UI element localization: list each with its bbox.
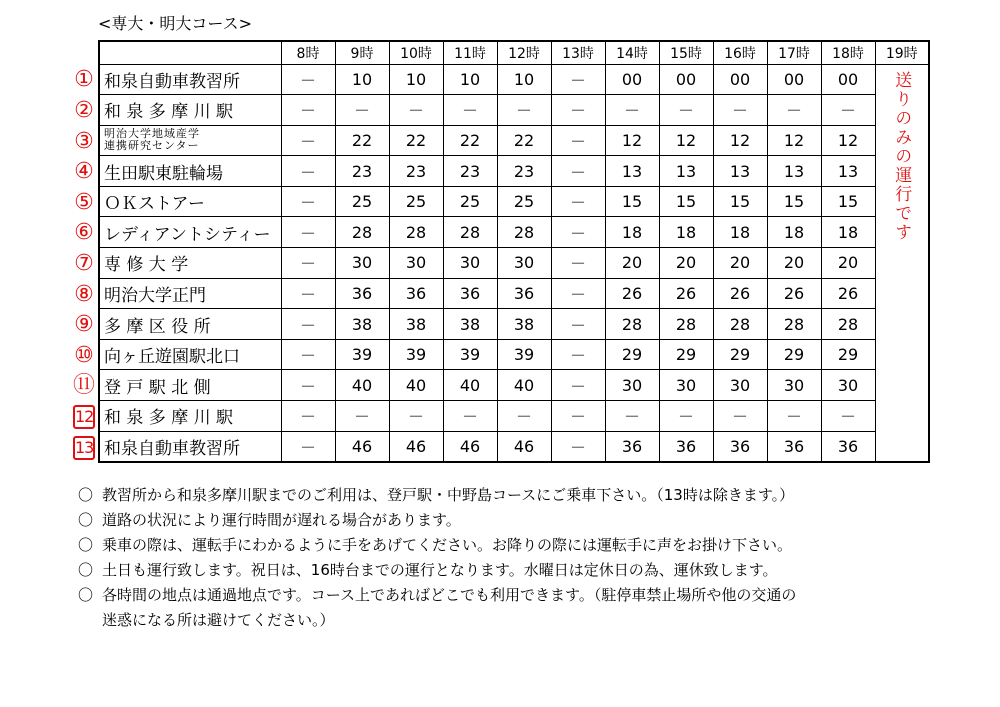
stop-name: 生田駅東駐輪場 [104, 163, 223, 184]
time-cell: － [605, 401, 659, 432]
time-cell: 13 [659, 156, 713, 187]
time-cell: 23 [335, 156, 389, 187]
time-cell: 46 [389, 431, 443, 462]
time-cell: 30 [389, 248, 443, 279]
time-cell: 20 [713, 248, 767, 279]
table-row [99, 125, 929, 156]
circle-bullet-icon: 〇 [78, 561, 94, 579]
circle-bullet-icon: 〇 [78, 536, 94, 554]
course-title: <専大・明大コース> [98, 14, 253, 33]
time-cell: 30 [767, 370, 821, 401]
timetable [98, 40, 930, 463]
stop-name: 専 修 大 学 [104, 255, 189, 276]
time-cell: － [551, 248, 605, 279]
circle-bullet-icon: 〇 [78, 486, 94, 504]
stop-number: ⑦ [74, 250, 94, 276]
time-cell: 25 [497, 186, 551, 217]
time-cell: － [389, 401, 443, 432]
stop-name: ＯＫストアー [104, 194, 205, 215]
time-cell: 28 [605, 309, 659, 340]
stop-name-cell [99, 339, 281, 370]
time-cell: 20 [659, 248, 713, 279]
time-cell: － [497, 401, 551, 432]
time-cell: 10 [389, 64, 443, 95]
time-cell: 40 [335, 370, 389, 401]
time-cell: 28 [659, 309, 713, 340]
time-cell: 10 [335, 64, 389, 95]
time-cell: 40 [443, 370, 497, 401]
stop-name-cell [99, 186, 281, 217]
time-cell: － [551, 278, 605, 309]
time-cell: 15 [767, 186, 821, 217]
time-cell: 29 [767, 339, 821, 370]
time-cell: 39 [443, 339, 497, 370]
note-item [78, 608, 978, 633]
time-cell: 23 [497, 156, 551, 187]
stop-name: レディアントシティー [104, 224, 271, 245]
time-cell: － [551, 431, 605, 462]
stop-name: 多 摩 区 役 所 [104, 316, 211, 337]
time-cell: 18 [821, 217, 875, 248]
time-cell: 29 [713, 339, 767, 370]
hour-header: 9時 [335, 41, 389, 64]
time-cell: 18 [767, 217, 821, 248]
time-cell: － [551, 217, 605, 248]
time-cell: 36 [389, 278, 443, 309]
time-cell: 26 [605, 278, 659, 309]
table-row [99, 248, 929, 279]
time-cell: 00 [713, 64, 767, 95]
time-cell: 28 [443, 217, 497, 248]
table-row [99, 64, 929, 95]
time-cell: － [281, 309, 335, 340]
hour-header: 18時 [821, 41, 875, 64]
hour-header: 10時 [389, 41, 443, 64]
note-item [78, 533, 978, 558]
time-cell: － [281, 125, 335, 156]
hour-header: 13時 [551, 41, 605, 64]
hour-header: 8時 [281, 41, 335, 64]
time-cell: 39 [335, 339, 389, 370]
stop-name-cell [99, 309, 281, 340]
time-cell: － [551, 186, 605, 217]
table-row [99, 431, 929, 462]
time-cell: 36 [605, 431, 659, 462]
time-cell: 22 [335, 125, 389, 156]
time-cell: 00 [767, 64, 821, 95]
time-cell: － [281, 401, 335, 432]
stop-name-line2: 連携研究センター [104, 139, 200, 153]
time-cell: － [551, 64, 605, 95]
time-cell: 36 [821, 431, 875, 462]
hour-header: 15時 [659, 41, 713, 64]
table-row [99, 95, 929, 126]
table-row [99, 217, 929, 248]
note-text: 乗車の際は、運転手にわかるように手をあげてください。お降りの際には運転手に声をお掛け下さい。 [102, 536, 793, 554]
note-item [78, 483, 978, 508]
time-cell: 15 [605, 186, 659, 217]
stop-name-cell [99, 431, 281, 462]
time-cell: 12 [767, 125, 821, 156]
time-cell: 13 [605, 156, 659, 187]
time-cell: － [281, 370, 335, 401]
stop-name-cell [99, 370, 281, 401]
notes-list [78, 483, 978, 633]
time-cell: － [713, 95, 767, 126]
time-cell: 26 [659, 278, 713, 309]
stop-number: ⑧ [74, 281, 94, 307]
time-cell: 28 [335, 217, 389, 248]
time-cell: 00 [605, 64, 659, 95]
corner-cell [99, 41, 281, 64]
stop-name: 向ヶ丘遊園駅北口 [104, 347, 240, 368]
time-cell: 46 [443, 431, 497, 462]
time-cell: － [551, 339, 605, 370]
time-cell: － [821, 95, 875, 126]
time-cell: 12 [713, 125, 767, 156]
stop-name: 和泉自動車教習所 [104, 438, 240, 459]
time-cell: 38 [389, 309, 443, 340]
time-cell: 39 [497, 339, 551, 370]
time-cell: － [767, 95, 821, 126]
time-cell: 10 [497, 64, 551, 95]
time-cell: 26 [821, 278, 875, 309]
time-cell: － [659, 401, 713, 432]
time-cell: 25 [443, 186, 497, 217]
time-cell: 23 [443, 156, 497, 187]
note-text: 道路の状況により運行時間が遅れる場合があります。 [102, 511, 461, 529]
circle-bullet-icon: 〇 [78, 511, 94, 529]
note-item [78, 583, 978, 608]
time-cell: － [497, 95, 551, 126]
header-row [99, 41, 929, 64]
time-cell: － [281, 248, 335, 279]
time-cell: 00 [821, 64, 875, 95]
time-cell: 12 [605, 125, 659, 156]
table-row [99, 401, 929, 432]
stop-name-cell [99, 278, 281, 309]
time-cell: 25 [335, 186, 389, 217]
time-cell: 18 [713, 217, 767, 248]
time-cell: 22 [389, 125, 443, 156]
time-cell: 28 [497, 217, 551, 248]
time-cell: 29 [605, 339, 659, 370]
stop-number: ⑪ [72, 373, 95, 399]
time-cell: － [713, 401, 767, 432]
time-cell: － [551, 156, 605, 187]
note-item [78, 558, 978, 583]
time-cell: 23 [389, 156, 443, 187]
time-cell: 38 [443, 309, 497, 340]
time-cell: 39 [389, 339, 443, 370]
time-cell: 36 [713, 431, 767, 462]
note-text: 土日も運行致します。祝日は、16時台までの運行となります。水曜日は定休日の為、運休致します。 [102, 561, 778, 579]
time-cell: 15 [659, 186, 713, 217]
table-row [99, 156, 929, 187]
time-cell: － [281, 95, 335, 126]
time-cell: 28 [767, 309, 821, 340]
stop-number: 12 [73, 405, 95, 429]
time-cell: 36 [767, 431, 821, 462]
time-cell: 18 [659, 217, 713, 248]
time-cell: 22 [497, 125, 551, 156]
time-cell: 38 [497, 309, 551, 340]
time-cell: 28 [389, 217, 443, 248]
stop-name-cell [99, 125, 281, 156]
stop-name-cell [99, 156, 281, 187]
time-cell: － [659, 95, 713, 126]
time-cell: 13 [767, 156, 821, 187]
time-cell: 30 [821, 370, 875, 401]
table-row [99, 309, 929, 340]
time-cell: 13 [821, 156, 875, 187]
time-cell: － [389, 95, 443, 126]
time-cell: 36 [659, 431, 713, 462]
stop-name: 和 泉 多 摩 川 駅 [104, 102, 234, 123]
time-cell: 10 [443, 64, 497, 95]
note-text: 教習所から和泉多摩川駅までのご利用は、登戸駅・中野島コースにご乗車下さい。（13時は除きます。） [102, 486, 795, 504]
time-cell: － [281, 217, 335, 248]
note-item [78, 508, 978, 533]
time-cell: 30 [497, 248, 551, 279]
stop-number: ⑤ [74, 189, 94, 215]
time-cell: 26 [713, 278, 767, 309]
time-cell: 30 [605, 370, 659, 401]
stop-name: 和 泉 多 摩 川 駅 [104, 408, 234, 429]
stop-number: ③ [74, 128, 94, 154]
hour-header: 11時 [443, 41, 497, 64]
stop-number: ④ [74, 159, 94, 185]
time-cell: － [551, 370, 605, 401]
time-cell: － [281, 156, 335, 187]
time-cell: － [551, 95, 605, 126]
hour-header: 14時 [605, 41, 659, 64]
stop-name: 明治大学正門 [104, 285, 206, 306]
time-cell: － [281, 64, 335, 95]
time-cell: － [335, 401, 389, 432]
stop-name-cell [99, 248, 281, 279]
hour-header: 17時 [767, 41, 821, 64]
stop-number: 13 [73, 436, 95, 460]
hour-19-note-cell [875, 64, 929, 462]
time-cell: － [281, 186, 335, 217]
time-cell: － [821, 401, 875, 432]
drop-off-only-note: 送りのみの運行です [891, 70, 912, 242]
time-cell: 18 [605, 217, 659, 248]
time-cell: 29 [821, 339, 875, 370]
time-cell: 12 [821, 125, 875, 156]
stop-name: 和泉自動車教習所 [104, 71, 240, 92]
time-cell: － [281, 278, 335, 309]
time-cell: 00 [659, 64, 713, 95]
stop-number: ⑥ [74, 220, 94, 246]
time-cell: － [551, 125, 605, 156]
time-cell: 13 [713, 156, 767, 187]
time-cell: － [605, 95, 659, 126]
time-cell: 36 [443, 278, 497, 309]
stop-name: 登 戸 駅 北 側 [104, 377, 211, 398]
time-cell: 20 [767, 248, 821, 279]
time-cell: 20 [821, 248, 875, 279]
hour-header: 12時 [497, 41, 551, 64]
time-cell: － [767, 401, 821, 432]
stop-name-cell [99, 217, 281, 248]
hour-header: 19時 [875, 41, 929, 64]
time-cell: 22 [443, 125, 497, 156]
stop-number: ① [74, 67, 94, 93]
time-cell: 28 [821, 309, 875, 340]
circle-bullet-icon: 〇 [78, 586, 94, 604]
time-cell: 36 [497, 278, 551, 309]
note-text: 迷惑になる所は避けてください。） [102, 611, 335, 629]
time-cell: 26 [767, 278, 821, 309]
stop-name-cell [99, 95, 281, 126]
time-cell: 29 [659, 339, 713, 370]
stop-number: ⑩ [74, 342, 94, 368]
time-cell: － [281, 431, 335, 462]
time-cell: 40 [389, 370, 443, 401]
stop-name-line1: 明治大学地域産学 [104, 127, 200, 141]
time-cell: 28 [713, 309, 767, 340]
stop-name-cell [99, 401, 281, 432]
time-cell: － [551, 401, 605, 432]
time-cell: 36 [335, 278, 389, 309]
time-cell: － [443, 95, 497, 126]
time-cell: 30 [443, 248, 497, 279]
time-cell: 40 [497, 370, 551, 401]
time-cell: 15 [713, 186, 767, 217]
time-cell: 12 [659, 125, 713, 156]
time-cell: 30 [659, 370, 713, 401]
time-cell: 30 [335, 248, 389, 279]
time-cell: 20 [605, 248, 659, 279]
time-cell: 25 [389, 186, 443, 217]
time-cell: － [551, 309, 605, 340]
time-cell: － [443, 401, 497, 432]
table-row [99, 186, 929, 217]
hour-header: 16時 [713, 41, 767, 64]
time-cell: 15 [821, 186, 875, 217]
time-cell: 46 [335, 431, 389, 462]
time-cell: 30 [713, 370, 767, 401]
time-cell: － [335, 95, 389, 126]
time-cell: 38 [335, 309, 389, 340]
table-row [99, 278, 929, 309]
stop-name-cell [99, 64, 281, 95]
time-cell: － [281, 339, 335, 370]
table-row [99, 370, 929, 401]
table-row [99, 339, 929, 370]
stop-number: ② [74, 97, 94, 123]
note-text: 各時間の地点は通過地点です。コース上であればどこでも利用できます。（駐停車禁止場所や他の交通の [102, 586, 797, 604]
stop-number: ⑨ [74, 312, 94, 338]
time-cell: 46 [497, 431, 551, 462]
